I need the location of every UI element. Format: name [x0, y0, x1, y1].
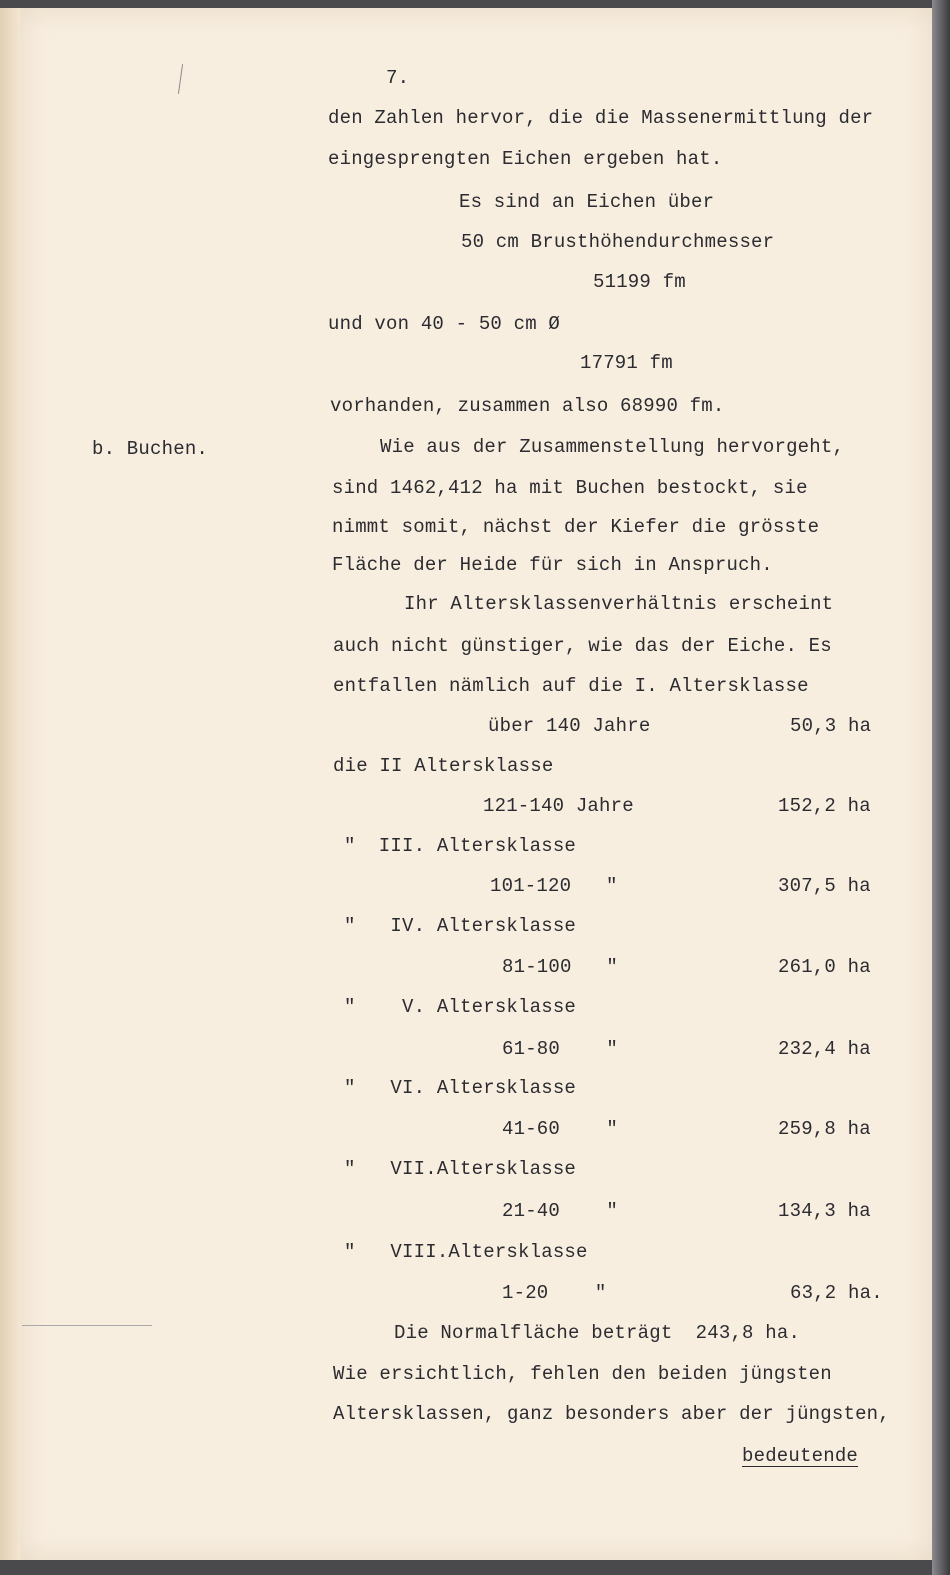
- text-line: 17791 fm: [580, 352, 673, 374]
- text-line: Wie ersichtlich, fehlen den beiden jüngsten: [333, 1363, 832, 1385]
- text-line: auch nicht günstiger, wie das der Eiche. Es: [333, 635, 832, 657]
- catchword: bedeutende: [742, 1445, 859, 1467]
- text-line: Es sind an Eichen über: [459, 191, 715, 213]
- text-line: eingesprengten Eichen ergeben hat.: [328, 148, 723, 170]
- text-line: Fläche der Heide für sich in Anspruch.: [332, 554, 773, 576]
- text-line: sind 1462,412 ha mit Buchen bestockt, sie: [332, 477, 808, 499]
- age-area: 261,0 ha: [778, 956, 871, 978]
- age-class-label: " V. Altersklasse: [344, 996, 577, 1018]
- age-area: 63,2 ha.: [790, 1282, 883, 1304]
- text-line: 51199 fm: [593, 271, 686, 293]
- text-line: nimmt somit, nächst der Kiefer die grösste: [332, 516, 820, 538]
- age-class-label: " VIII.Altersklasse: [344, 1241, 588, 1263]
- text-line: Wie aus der Zusammenstellung hervorgeht,: [380, 436, 845, 458]
- age-range: 81-100 ": [502, 956, 619, 978]
- text-line: vorhanden, zusammen also 68990 fm.: [330, 395, 725, 417]
- text-line: Ihr Altersklassenverhältnis erscheint: [404, 593, 834, 615]
- age-class-label: " IV. Altersklasse: [344, 915, 577, 937]
- age-range: 41-60 ": [502, 1118, 619, 1140]
- age-range: 1-20 ": [502, 1282, 607, 1304]
- age-area: 232,4 ha: [778, 1038, 871, 1060]
- text-line: den Zahlen hervor, die die Massenermittlung der: [328, 107, 874, 129]
- text-line: 50 cm Brusthöhendurchmesser: [461, 231, 775, 253]
- age-area: 50,3 ha: [790, 715, 872, 737]
- text-line: Die Normalfläche beträgt 243,8 ha.: [394, 1322, 801, 1344]
- text-line: entfallen nämlich auf die I. Altersklasse: [333, 675, 809, 697]
- age-area: 307,5 ha: [778, 875, 871, 897]
- pencil-dash: [22, 1325, 152, 1326]
- age-area: 259,8 ha: [778, 1118, 871, 1140]
- age-class-label: die II Altersklasse: [333, 755, 554, 777]
- text-line: und von 40 - 50 cm Ø: [328, 313, 561, 335]
- margin-note: b. Buchen.: [92, 438, 209, 460]
- age-range: 61-80 ": [502, 1038, 619, 1060]
- age-class-label: " VII.Altersklasse: [344, 1158, 577, 1180]
- age-range: über 140 Jahre: [488, 715, 651, 737]
- text-line: Altersklassen, ganz besonders aber der jüngsten,: [333, 1403, 890, 1425]
- age-area: 134,3 ha: [778, 1200, 871, 1222]
- age-range: 121-140 Jahre: [483, 795, 634, 817]
- age-range: 21-40 ": [502, 1200, 619, 1222]
- age-class-label: " III. Altersklasse: [344, 835, 577, 857]
- age-class-label: " VI. Altersklasse: [344, 1077, 577, 1099]
- page-right-edge: [932, 0, 950, 1575]
- age-range: 101-120 ": [490, 875, 618, 897]
- age-area: 152,2 ha: [778, 795, 871, 817]
- page-number: 7.: [386, 67, 410, 89]
- page-left-edge: [0, 8, 20, 1560]
